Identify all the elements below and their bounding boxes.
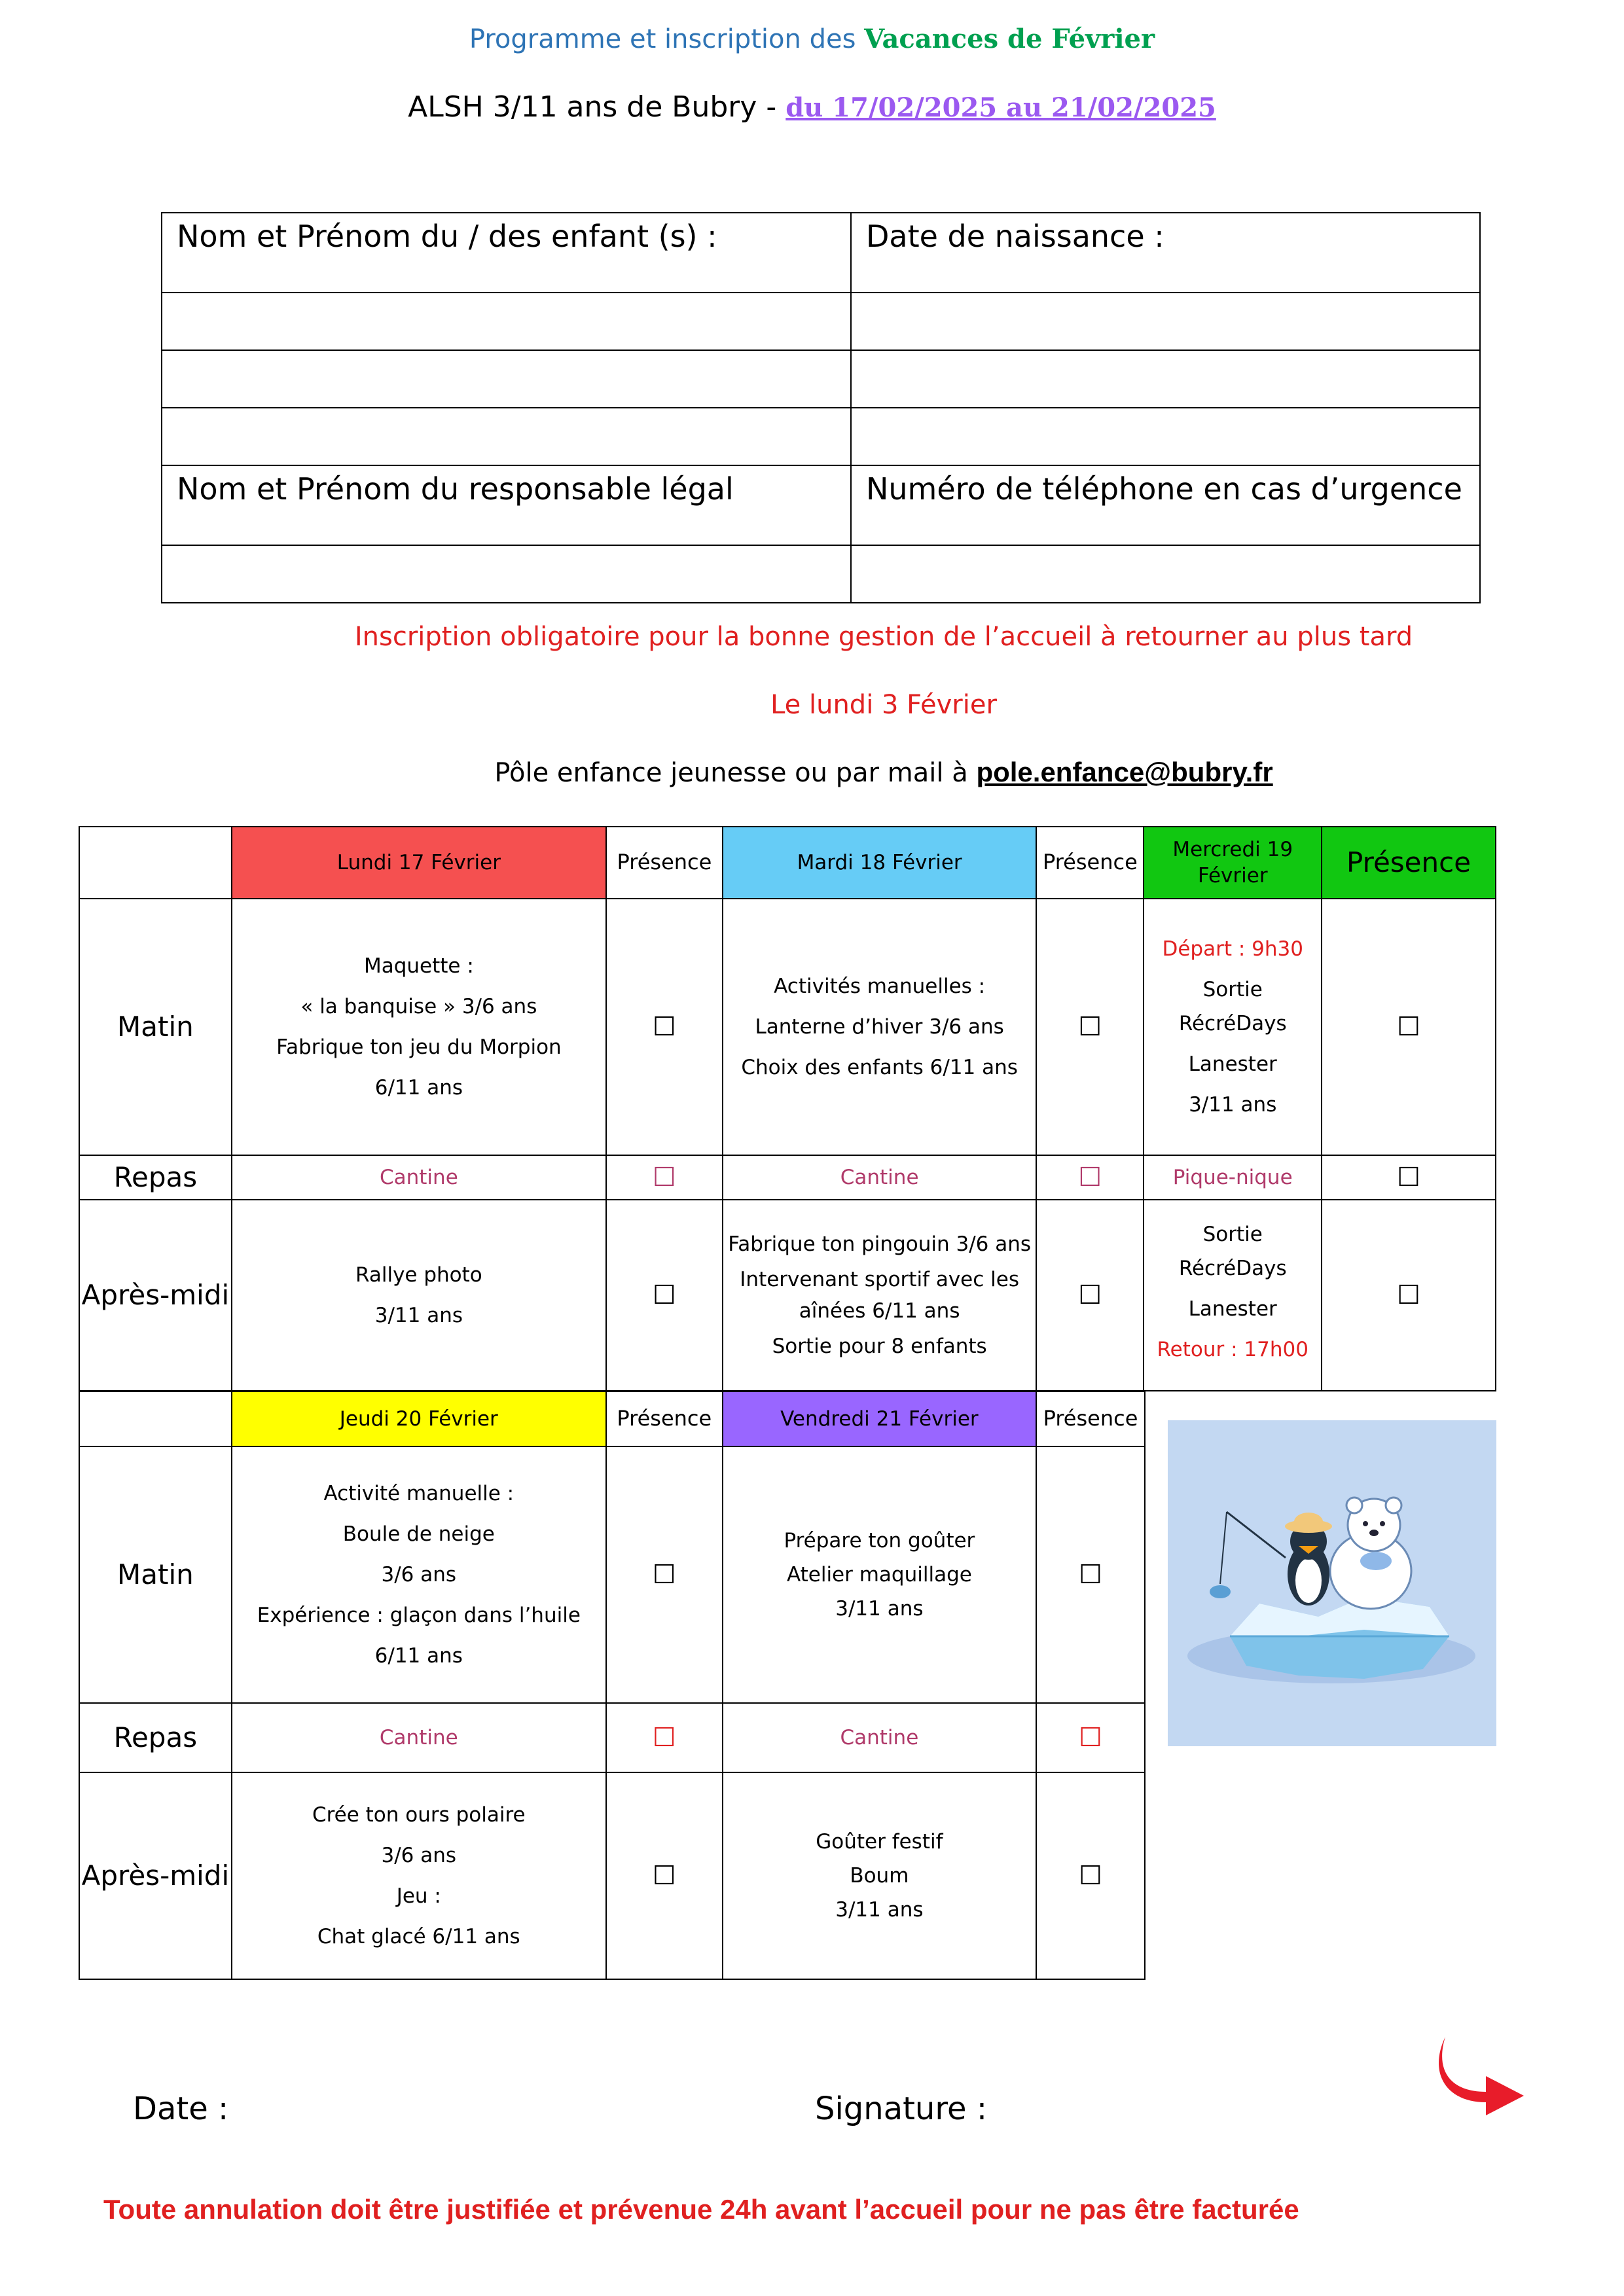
presence-checkbox[interactable]: ☐ bbox=[1036, 1446, 1145, 1703]
lunch-cell: Cantine bbox=[232, 1703, 606, 1772]
presence-checkbox[interactable]: ☐ bbox=[606, 1772, 723, 1979]
date-label: Date : bbox=[133, 2090, 229, 2127]
document-title: Programme et inscription des Vacances de Février bbox=[469, 24, 1155, 54]
presence-checkbox[interactable]: ☐ bbox=[606, 1446, 723, 1703]
date-range: du 17/02/2025 au 21/02/2025 bbox=[785, 92, 1216, 123]
guardian-label: Nom et Prénom du responsable légal bbox=[162, 465, 851, 545]
row-label-lunch: Repas bbox=[79, 1703, 232, 1772]
presence-checkbox[interactable]: ☐ bbox=[606, 1155, 723, 1200]
activity-cell: Activité manuelle : Boule de neige 3/6 ans Expérience : glaçon dans l’huile 6/11 ans bbox=[232, 1446, 606, 1703]
activity-cell: Rallye photo 3/11 ans bbox=[232, 1200, 606, 1391]
schedule-table-week2 bbox=[79, 1391, 1146, 1980]
day-header-monday: Lundi 17 Février bbox=[232, 827, 606, 899]
day-header-friday: Vendredi 21 Février bbox=[723, 1391, 1036, 1446]
contact-line: Pôle enfance jeunesse ou par mail à pole.enfance@bubry.fr bbox=[494, 757, 1273, 788]
presence-header: Présence bbox=[606, 1391, 723, 1446]
presence-checkbox[interactable]: ☐ bbox=[606, 1703, 723, 1772]
birth-date-label: Date de naissance : bbox=[851, 213, 1480, 293]
presence-checkbox[interactable]: ☐ bbox=[1322, 1155, 1496, 1200]
child-name-label: Nom et Prénom du / des enfant (s) : bbox=[162, 213, 851, 293]
presence-checkbox[interactable]: ☐ bbox=[1036, 1772, 1145, 1979]
activity-cell: Fabrique ton pingouin 3/6 ans Intervenant sportif avec les aînées 6/11 ans Sortie pour 8 enfants bbox=[723, 1200, 1036, 1391]
signature-label: Signature : bbox=[815, 2090, 987, 2127]
presence-header: Présence bbox=[1036, 827, 1144, 899]
guardian-field[interactable] bbox=[162, 545, 851, 603]
corner-cell bbox=[79, 827, 232, 899]
child-name-field[interactable] bbox=[162, 350, 851, 408]
presence-checkbox[interactable]: ☐ bbox=[1036, 1200, 1144, 1391]
presence-checkbox[interactable]: ☐ bbox=[606, 899, 723, 1155]
row-label-afternoon: Après-midi bbox=[79, 1772, 232, 1979]
row-label-morning: Matin bbox=[79, 899, 232, 1155]
presence-header: Présence bbox=[1322, 827, 1496, 899]
presence-checkbox[interactable]: ☐ bbox=[1036, 899, 1144, 1155]
lunch-cell: Pique-nique bbox=[1144, 1155, 1322, 1200]
activity-cell: Activités manuelles : Lanterne d’hiver 3/6 ans Choix des enfants 6/11 ans bbox=[723, 899, 1036, 1155]
identification-table bbox=[161, 212, 1481, 603]
birth-date-field[interactable] bbox=[851, 408, 1480, 465]
birth-date-field[interactable] bbox=[851, 350, 1480, 408]
presence-checkbox[interactable]: ☐ bbox=[1036, 1703, 1145, 1772]
row-label-morning: Matin bbox=[79, 1446, 232, 1703]
phone-field[interactable] bbox=[851, 545, 1480, 603]
registration-notice: Inscription obligatoire pour la bonne gestion de l’accueil à retourner au plus tard bbox=[354, 622, 1413, 652]
activity-cell: Sortie RécréDays Lanester Retour : 17h00 bbox=[1144, 1200, 1322, 1391]
child-name-field[interactable] bbox=[162, 408, 851, 465]
cancellation-notice: Toute annulation doit être justifiée et prévenue 24h avant l’accueil pour ne pas être facturée bbox=[103, 2194, 1299, 2225]
birth-date-field[interactable] bbox=[851, 293, 1480, 350]
activity-cell: Crée ton ours polaire 3/6 ans Jeu : Chat glacé 6/11 ans bbox=[232, 1772, 606, 1979]
registration-deadline: Le lundi 3 Février bbox=[770, 690, 997, 720]
corner-cell bbox=[79, 1391, 232, 1446]
presence-checkbox[interactable]: ☐ bbox=[1322, 899, 1496, 1155]
schedule-table-week1 bbox=[79, 826, 1496, 1391]
email-link[interactable]: pole.enfance@bubry.fr bbox=[976, 757, 1273, 787]
presence-checkbox[interactable]: ☐ bbox=[606, 1200, 723, 1391]
row-label-afternoon: Après-midi bbox=[79, 1200, 232, 1391]
lunch-cell: Cantine bbox=[723, 1703, 1036, 1772]
presence-header: Présence bbox=[606, 827, 723, 899]
presence-checkbox[interactable]: ☐ bbox=[1036, 1155, 1144, 1200]
document-subtitle: ALSH 3/11 ans de Bubry - du 17/02/2025 au 21/02/2025 bbox=[408, 90, 1216, 124]
presence-header: Présence bbox=[1036, 1391, 1145, 1446]
row-label-lunch: Repas bbox=[79, 1155, 232, 1200]
turn-arrow-icon bbox=[1431, 2032, 1529, 2117]
child-name-field[interactable] bbox=[162, 293, 851, 350]
activity-cell: Départ : 9h30 Sortie RécréDays Lanester 3/11 ans bbox=[1144, 899, 1322, 1155]
penguin-polar-bear-illustration bbox=[1168, 1420, 1496, 1746]
day-header-thursday: Jeudi 20 Février bbox=[232, 1391, 606, 1446]
presence-checkbox[interactable]: ☐ bbox=[1322, 1200, 1496, 1391]
phone-label: Numéro de téléphone en cas d’urgence bbox=[851, 465, 1480, 545]
lunch-cell: Cantine bbox=[232, 1155, 606, 1200]
day-header-wednesday: Mercredi 19 Février bbox=[1144, 827, 1322, 899]
activity-cell: Goûter festif Boum 3/11 ans bbox=[723, 1772, 1036, 1979]
activity-cell: Maquette : « la banquise » 3/6 ans Fabrique ton jeu du Morpion 6/11 ans bbox=[232, 899, 606, 1155]
lunch-cell: Cantine bbox=[723, 1155, 1036, 1200]
day-header-tuesday: Mardi 18 Février bbox=[723, 827, 1036, 899]
activity-cell: Prépare ton goûter Atelier maquillage 3/11 ans bbox=[723, 1446, 1036, 1703]
